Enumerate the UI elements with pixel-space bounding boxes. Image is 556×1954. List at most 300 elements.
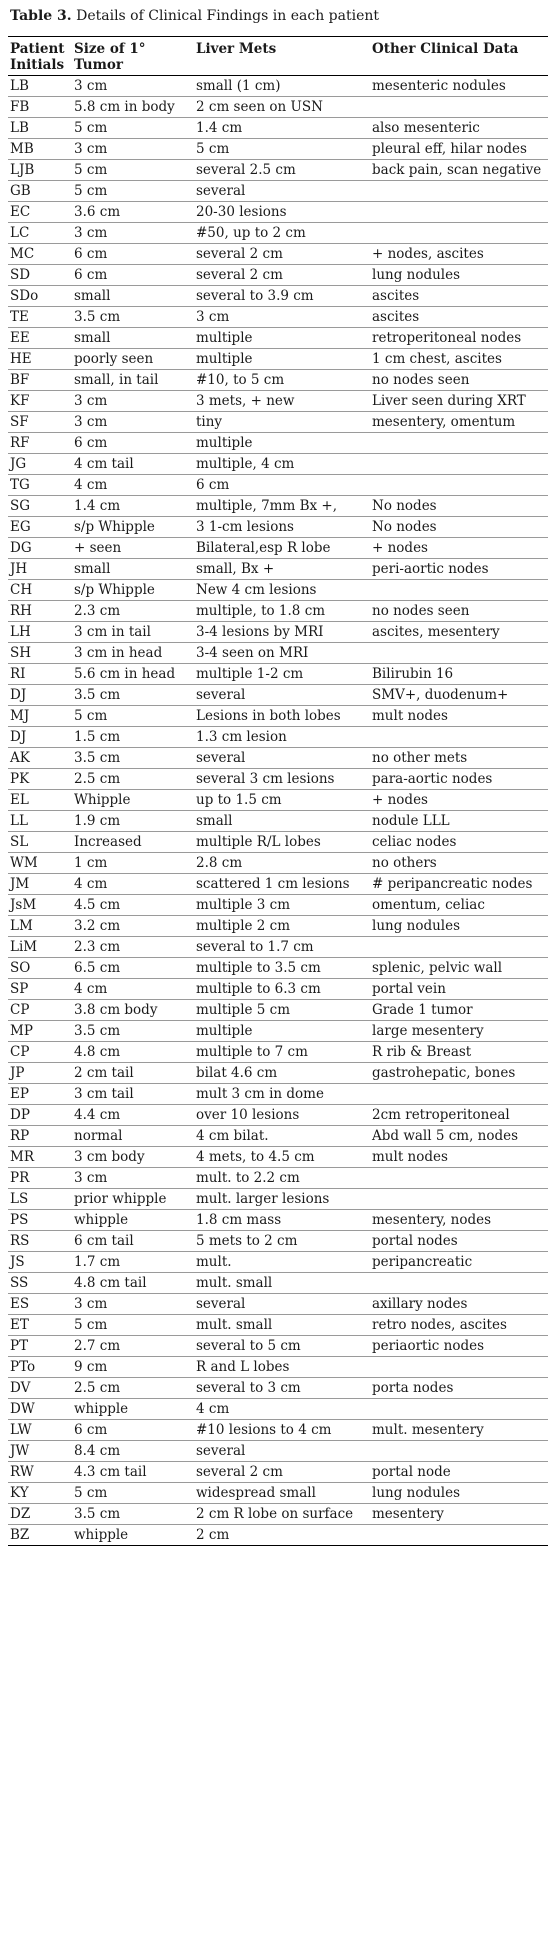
cell-patient-initials: RW	[10, 1464, 34, 1480]
table-row	[8, 1021, 548, 1042]
cell-other-clinical-data: no other mets	[372, 750, 468, 766]
cell-patient-initials: PK	[10, 771, 30, 787]
table-row	[8, 664, 548, 685]
cell-primary-tumor-size: 3 cm in tail	[74, 624, 151, 640]
cell-patient-initials: RH	[10, 603, 32, 619]
cell-patient-initials: JG	[10, 456, 27, 472]
table-row	[8, 874, 548, 895]
table-row	[8, 412, 548, 433]
cell-patient-initials: DW	[10, 1401, 35, 1417]
table-row	[8, 1378, 548, 1399]
table-row	[8, 601, 548, 622]
cell-other-clinical-data	[370, 1399, 548, 1420]
cell-liver-mets: multiple to 6.3 cm	[196, 981, 321, 997]
table-row	[8, 1084, 548, 1105]
header-primary-tumor-size	[72, 37, 194, 76]
cell-patient-initials: LC	[10, 225, 30, 241]
table-row	[8, 223, 548, 244]
cell-primary-tumor-size: 2.5 cm	[74, 771, 121, 787]
cell-patient-initials: EL	[10, 792, 29, 808]
cell-patient-initials: SP	[10, 981, 29, 997]
cell-primary-tumor-size: 9 cm	[74, 1359, 108, 1375]
table-row	[8, 1399, 548, 1420]
table-row	[8, 433, 548, 454]
cell-liver-mets: multiple	[196, 351, 253, 367]
table-row	[8, 1189, 548, 1210]
cell-primary-tumor-size: 4.8 cm tail	[74, 1275, 147, 1291]
cell-primary-tumor-size: 2.3 cm	[74, 603, 121, 619]
cell-other-clinical-data	[370, 475, 548, 496]
cell-other-clinical-data	[370, 1525, 548, 1546]
cell-primary-tumor-size: 4 cm tail	[74, 456, 134, 472]
table-row	[8, 1126, 548, 1147]
cell-patient-initials: ES	[10, 1296, 30, 1312]
cell-primary-tumor-size: 5 cm	[74, 1317, 108, 1333]
cell-liver-mets: multiple 5 cm	[196, 1002, 291, 1018]
cell-patient-initials: JH	[10, 561, 28, 577]
cell-liver-mets: several to 1.7 cm	[196, 939, 314, 955]
cell-liver-mets: New 4 cm lesions	[196, 582, 317, 598]
cell-patient-initials: JP	[10, 1065, 25, 1081]
header-liver-mets	[194, 37, 370, 76]
cell-liver-mets: mult. small	[196, 1275, 273, 1291]
cell-liver-mets: up to 1.5 cm	[196, 792, 282, 808]
cell-primary-tumor-size: 3.6 cm	[74, 204, 121, 220]
cell-patient-initials: MB	[10, 141, 34, 157]
cell-liver-mets: multiple to 7 cm	[196, 1044, 308, 1060]
header-text-line: Patient	[10, 41, 65, 57]
table-row	[8, 811, 548, 832]
cell-patient-initials: JW	[10, 1443, 30, 1459]
cell-other-clinical-data: + nodes	[372, 792, 428, 808]
cell-patient-initials: RI	[10, 666, 26, 682]
table-row	[8, 244, 548, 265]
cell-liver-mets: several	[196, 687, 246, 703]
table-header-row	[8, 37, 548, 76]
cell-liver-mets: several to 3 cm	[196, 1380, 301, 1396]
cell-primary-tumor-size: 1.9 cm	[74, 813, 121, 829]
cell-primary-tumor-size: 6 cm	[74, 1422, 108, 1438]
header-text-line: Liver Mets	[196, 41, 277, 57]
cell-patient-initials: SH	[10, 645, 32, 661]
cell-patient-initials: DV	[10, 1380, 31, 1396]
table-row	[8, 1294, 548, 1315]
cell-other-clinical-data: R rib & Breast	[372, 1044, 472, 1060]
table-caption	[10, 6, 548, 26]
cell-patient-initials: LS	[10, 1191, 29, 1207]
cell-patient-initials: EC	[10, 204, 31, 220]
table-row	[8, 475, 548, 496]
table-row	[8, 853, 548, 874]
cell-primary-tumor-size: 6 cm	[74, 435, 108, 451]
header-text-line: Other Clinical Data	[372, 41, 519, 57]
cell-liver-mets: multiple, 4 cm	[196, 456, 295, 472]
table-row	[8, 979, 548, 1000]
cell-patient-initials: LL	[10, 813, 28, 829]
cell-other-clinical-data	[370, 727, 548, 748]
cell-patient-initials: JS	[10, 1254, 25, 1270]
cell-other-clinical-data: lung nodules	[372, 918, 461, 934]
table-row	[8, 97, 548, 118]
cell-primary-tumor-size: 3.5 cm	[74, 750, 121, 766]
cell-patient-initials: CP	[10, 1002, 30, 1018]
cell-other-clinical-data: Liver seen during XRT	[372, 393, 526, 409]
table-row	[8, 685, 548, 706]
table-row	[8, 1000, 548, 1021]
cell-other-clinical-data: splenic, pelvic wall	[372, 960, 503, 976]
cell-primary-tumor-size: 2 cm tail	[74, 1065, 134, 1081]
cell-primary-tumor-size: 3 cm in head	[74, 645, 163, 661]
cell-other-clinical-data: Grade 1 tumor	[372, 1002, 473, 1018]
cell-liver-mets: 1.3 cm lesion	[196, 729, 287, 745]
cell-primary-tumor-size: whipple	[74, 1527, 129, 1543]
cell-other-clinical-data: periaortic nodes	[372, 1338, 485, 1354]
cell-liver-mets: 6 cm	[196, 477, 230, 493]
cell-other-clinical-data: mult. mesentery	[372, 1422, 484, 1438]
cell-liver-mets: over 10 lesions	[196, 1107, 300, 1123]
cell-primary-tumor-size: 3.5 cm	[74, 1506, 121, 1522]
cell-patient-initials: SG	[10, 498, 31, 514]
cell-primary-tumor-size: 3.8 cm body	[74, 1002, 158, 1018]
cell-other-clinical-data: mult nodes	[372, 1149, 448, 1165]
cell-other-clinical-data: porta nodes	[372, 1380, 454, 1396]
cell-patient-initials: SDo	[10, 288, 39, 304]
cell-primary-tumor-size: 1 cm	[74, 855, 108, 871]
cell-liver-mets: widespread small	[196, 1485, 316, 1501]
cell-liver-mets: 5 mets to 2 cm	[196, 1233, 298, 1249]
cell-liver-mets: mult. small	[196, 1317, 273, 1333]
cell-patient-initials: SD	[10, 267, 31, 283]
cell-liver-mets: multiple	[196, 1023, 253, 1039]
cell-liver-mets: several 2 cm	[196, 267, 283, 283]
table-body	[8, 76, 548, 1546]
cell-primary-tumor-size: 5 cm	[74, 162, 108, 178]
cell-primary-tumor-size: 3 cm body	[74, 1149, 145, 1165]
cell-patient-initials: MC	[10, 246, 35, 262]
cell-other-clinical-data: axillary nodes	[372, 1296, 468, 1312]
cell-primary-tumor-size: s/p Whipple	[74, 582, 155, 598]
table-row	[8, 1336, 548, 1357]
cell-other-clinical-data: mesentery	[372, 1506, 444, 1522]
cell-primary-tumor-size: 3 cm	[74, 141, 108, 157]
cell-other-clinical-data: 2cm retroperitoneal	[372, 1107, 510, 1123]
cell-other-clinical-data	[370, 1357, 548, 1378]
cell-liver-mets: tiny	[196, 414, 223, 430]
table-row	[8, 139, 548, 160]
cell-primary-tumor-size: whipple	[74, 1212, 129, 1228]
cell-liver-mets: #10, to 5 cm	[196, 372, 285, 388]
cell-other-clinical-data	[370, 643, 548, 664]
cell-liver-mets: multiple 3 cm	[196, 897, 291, 913]
cell-primary-tumor-size: 4.8 cm	[74, 1044, 121, 1060]
cell-other-clinical-data: No nodes	[372, 519, 437, 535]
table-row	[8, 1231, 548, 1252]
cell-liver-mets: multiple 2 cm	[196, 918, 291, 934]
cell-primary-tumor-size: 3 cm	[74, 1296, 108, 1312]
cell-other-clinical-data	[370, 580, 548, 601]
table-container	[8, 0, 548, 1546]
cell-patient-initials: DG	[10, 540, 32, 556]
cell-primary-tumor-size: small	[74, 288, 111, 304]
cell-liver-mets: several to 3.9 cm	[196, 288, 314, 304]
cell-primary-tumor-size: 4.4 cm	[74, 1107, 121, 1123]
cell-other-clinical-data: lung nodules	[372, 267, 461, 283]
cell-patient-initials: FB	[10, 99, 30, 115]
cell-patient-initials: WM	[10, 855, 38, 871]
cell-patient-initials: GB	[10, 183, 31, 199]
cell-liver-mets: multiple, to 1.8 cm	[196, 603, 326, 619]
cell-patient-initials: EP	[10, 1086, 29, 1102]
cell-primary-tumor-size: 4.5 cm	[74, 897, 121, 913]
table-row	[8, 1063, 548, 1084]
cell-primary-tumor-size: 4 cm	[74, 477, 108, 493]
cell-patient-initials: EG	[10, 519, 31, 535]
cell-liver-mets: 3-4 lesions by MRI	[196, 624, 324, 640]
cell-liver-mets: multiple, 7mm Bx +,	[196, 498, 337, 514]
cell-patient-initials: PS	[10, 1212, 29, 1228]
cell-patient-initials: DP	[10, 1107, 30, 1123]
cell-primary-tumor-size: prior whipple	[74, 1191, 167, 1207]
cell-patient-initials: BF	[10, 372, 30, 388]
cell-other-clinical-data: pleural eff, hilar nodes	[372, 141, 527, 157]
cell-other-clinical-data: mesenteric nodules	[372, 78, 506, 94]
cell-other-clinical-data: Bilirubin 16	[372, 666, 454, 682]
cell-other-clinical-data	[370, 223, 548, 244]
cell-liver-mets: multiple 1-2 cm	[196, 666, 304, 682]
cell-primary-tumor-size: 2.3 cm	[74, 939, 121, 955]
cell-primary-tumor-size: small	[74, 330, 111, 346]
cell-patient-initials: CP	[10, 1044, 30, 1060]
cell-liver-mets: several	[196, 1443, 246, 1459]
cell-patient-initials: LB	[10, 78, 29, 94]
cell-other-clinical-data: Abd wall 5 cm, nodes	[372, 1128, 519, 1144]
cell-primary-tumor-size: s/p Whipple	[74, 519, 155, 535]
table-row	[8, 937, 548, 958]
cell-primary-tumor-size: 1.5 cm	[74, 729, 121, 745]
cell-liver-mets: #10 lesions to 4 cm	[196, 1422, 332, 1438]
cell-patient-initials: AK	[10, 750, 30, 766]
cell-liver-mets: 2 cm R lobe on surface	[196, 1506, 354, 1522]
table-row	[8, 727, 548, 748]
cell-other-clinical-data: portal vein	[372, 981, 446, 997]
cell-other-clinical-data	[370, 1441, 548, 1462]
cell-patient-initials: KY	[10, 1485, 29, 1501]
cell-liver-mets: multiple R/L lobes	[196, 834, 321, 850]
cell-other-clinical-data: no nodes seen	[372, 603, 470, 619]
cell-primary-tumor-size: 2.5 cm	[74, 1380, 121, 1396]
cell-liver-mets: mult. to 2.2 cm	[196, 1170, 300, 1186]
cell-primary-tumor-size: 5 cm	[74, 1485, 108, 1501]
cell-liver-mets: 1.8 cm mass	[196, 1212, 282, 1228]
cell-liver-mets: 5 cm	[196, 141, 230, 157]
cell-primary-tumor-size: 6.5 cm	[74, 960, 121, 976]
table-row	[8, 958, 548, 979]
table-row	[8, 790, 548, 811]
cell-liver-mets: several	[196, 183, 246, 199]
cell-primary-tumor-size: Whipple	[74, 792, 131, 808]
cell-liver-mets: small, Bx +	[196, 561, 275, 577]
cell-patient-initials: CH	[10, 582, 33, 598]
cell-other-clinical-data: retro nodes, ascites	[372, 1317, 507, 1333]
cell-liver-mets: 4 mets, to 4.5 cm	[196, 1149, 315, 1165]
table-row	[8, 538, 548, 559]
cell-other-clinical-data	[370, 181, 548, 202]
cell-other-clinical-data: nodule LLL	[372, 813, 450, 829]
cell-liver-mets: multiple	[196, 435, 253, 451]
cell-other-clinical-data: + nodes, ascites	[372, 246, 484, 262]
cell-primary-tumor-size: 6 cm	[74, 246, 108, 262]
cell-primary-tumor-size: 3.5 cm	[74, 1023, 121, 1039]
cell-patient-initials: ET	[10, 1317, 29, 1333]
cell-patient-initials: JsM	[10, 897, 37, 913]
cell-liver-mets: several 2 cm	[196, 246, 283, 262]
table-row	[8, 1210, 548, 1231]
cell-other-clinical-data: mesentery, nodes	[372, 1212, 492, 1228]
cell-other-clinical-data	[370, 1084, 548, 1105]
table-row	[8, 580, 548, 601]
cell-primary-tumor-size: 3 cm	[74, 414, 108, 430]
cell-primary-tumor-size: 1.7 cm	[74, 1254, 121, 1270]
table-row	[8, 1462, 548, 1483]
table-row	[8, 517, 548, 538]
cell-primary-tumor-size: 3 cm tail	[74, 1086, 134, 1102]
table-row	[8, 265, 548, 286]
cell-primary-tumor-size: 3.5 cm	[74, 309, 121, 325]
cell-patient-initials: SO	[10, 960, 31, 976]
cell-liver-mets: multiple	[196, 330, 253, 346]
table-caption-text: Details of Clinical Findings in each patient	[71, 8, 379, 24]
cell-primary-tumor-size: 6 cm	[74, 267, 108, 283]
table-row	[8, 832, 548, 853]
cell-other-clinical-data	[370, 202, 548, 223]
cell-other-clinical-data: mesentery, omentum	[372, 414, 516, 430]
cell-liver-mets: several	[196, 1296, 246, 1312]
cell-other-clinical-data: also mesenteric	[372, 120, 480, 136]
table-row	[8, 328, 548, 349]
cell-liver-mets: bilat 4.6 cm	[196, 1065, 278, 1081]
cell-other-clinical-data: peripancreatic	[372, 1254, 473, 1270]
cell-liver-mets: 3 cm	[196, 309, 230, 325]
cell-other-clinical-data: no others	[372, 855, 437, 871]
cell-primary-tumor-size: 3 cm	[74, 393, 108, 409]
cell-liver-mets: several 3 cm lesions	[196, 771, 335, 787]
cell-liver-mets: several 2.5 cm	[196, 162, 296, 178]
cell-liver-mets: Bilateral,esp R lobe	[196, 540, 331, 556]
cell-patient-initials: MJ	[10, 708, 30, 724]
cell-other-clinical-data: SMV+, duodenum+	[372, 687, 509, 703]
cell-primary-tumor-size: poorly seen	[74, 351, 154, 367]
table-header	[8, 37, 548, 76]
table-row	[8, 391, 548, 412]
cell-other-clinical-data	[370, 433, 548, 454]
cell-patient-initials: JM	[10, 876, 30, 892]
table-row	[8, 454, 548, 475]
table-row	[8, 202, 548, 223]
cell-liver-mets: 20-30 lesions	[196, 204, 287, 220]
cell-patient-initials: LH	[10, 624, 31, 640]
cell-primary-tumor-size: whipple	[74, 1401, 129, 1417]
cell-patient-initials: SL	[10, 834, 29, 850]
cell-other-clinical-data: No nodes	[372, 498, 437, 514]
table-row	[8, 1315, 548, 1336]
cell-primary-tumor-size: 6 cm tail	[74, 1233, 134, 1249]
cell-other-clinical-data: # peripancreatic nodes	[372, 876, 533, 892]
cell-primary-tumor-size: 4.3 cm tail	[74, 1464, 147, 1480]
cell-patient-initials: LW	[10, 1422, 32, 1438]
table-row	[8, 916, 548, 937]
cell-liver-mets: Lesions in both lobes	[196, 708, 341, 724]
table-row	[8, 1252, 548, 1273]
cell-other-clinical-data: retroperitoneal nodes	[372, 330, 522, 346]
cell-liver-mets: scattered 1 cm lesions	[196, 876, 350, 892]
cell-other-clinical-data: peri-aortic nodes	[372, 561, 489, 577]
header-text-line: Initials	[10, 57, 65, 73]
cell-liver-mets: 1.4 cm	[196, 120, 243, 136]
cell-patient-initials: BZ	[10, 1527, 30, 1543]
cell-liver-mets: 2 cm seen on USN	[196, 99, 323, 115]
cell-patient-initials: SS	[10, 1275, 29, 1291]
cell-liver-mets: 4 cm	[196, 1401, 230, 1417]
cell-other-clinical-data: para-aortic nodes	[372, 771, 493, 787]
cell-patient-initials: LiM	[10, 939, 38, 955]
cell-patient-initials: RP	[10, 1128, 30, 1144]
cell-liver-mets: 2.8 cm	[196, 855, 243, 871]
cell-patient-initials: PT	[10, 1338, 29, 1354]
cell-patient-initials: DZ	[10, 1506, 31, 1522]
cell-other-clinical-data: celiac nodes	[372, 834, 457, 850]
table-row	[8, 643, 548, 664]
table-row	[8, 1483, 548, 1504]
header-text-line: Size of 1°	[74, 41, 146, 57]
cell-patient-initials: RF	[10, 435, 30, 451]
cell-primary-tumor-size: normal	[74, 1128, 123, 1144]
table-row	[8, 286, 548, 307]
cell-primary-tumor-size: 5 cm	[74, 120, 108, 136]
cell-liver-mets: #50, up to 2 cm	[196, 225, 306, 241]
cell-patient-initials: RS	[10, 1233, 30, 1249]
header-patient-initials	[8, 37, 72, 76]
cell-other-clinical-data	[370, 1168, 548, 1189]
cell-primary-tumor-size: 5 cm	[74, 708, 108, 724]
table-row	[8, 748, 548, 769]
cell-patient-initials: PTo	[10, 1359, 36, 1375]
cell-patient-initials: DJ	[10, 687, 27, 703]
cell-primary-tumor-size: 3 cm	[74, 78, 108, 94]
table-row	[8, 160, 548, 181]
table-row	[8, 1147, 548, 1168]
cell-primary-tumor-size: 3 cm	[74, 225, 108, 241]
cell-primary-tumor-size: 4 cm	[74, 981, 108, 997]
cell-other-clinical-data: back pain, scan negative	[372, 162, 542, 178]
cell-primary-tumor-size: 5 cm	[74, 183, 108, 199]
table-row	[8, 1525, 548, 1546]
table-row	[8, 1441, 548, 1462]
cell-primary-tumor-size: 5.8 cm in body	[74, 99, 175, 115]
cell-other-clinical-data: omentum, celiac	[372, 897, 485, 913]
cell-liver-mets: 3-4 seen on MRI	[196, 645, 309, 661]
cell-patient-initials: LM	[10, 918, 33, 934]
cell-patient-initials: MP	[10, 1023, 33, 1039]
cell-other-clinical-data: ascites	[372, 288, 420, 304]
table-row	[8, 1042, 548, 1063]
table-row	[8, 76, 548, 97]
cell-liver-mets: 2 cm	[196, 1527, 230, 1543]
cell-patient-initials: LB	[10, 120, 29, 136]
cell-other-clinical-data: gastrohepatic, bones	[372, 1065, 516, 1081]
clinical-findings-table	[8, 36, 548, 1546]
header-text-line: Tumor	[74, 57, 124, 73]
cell-primary-tumor-size: 2.7 cm	[74, 1338, 121, 1354]
